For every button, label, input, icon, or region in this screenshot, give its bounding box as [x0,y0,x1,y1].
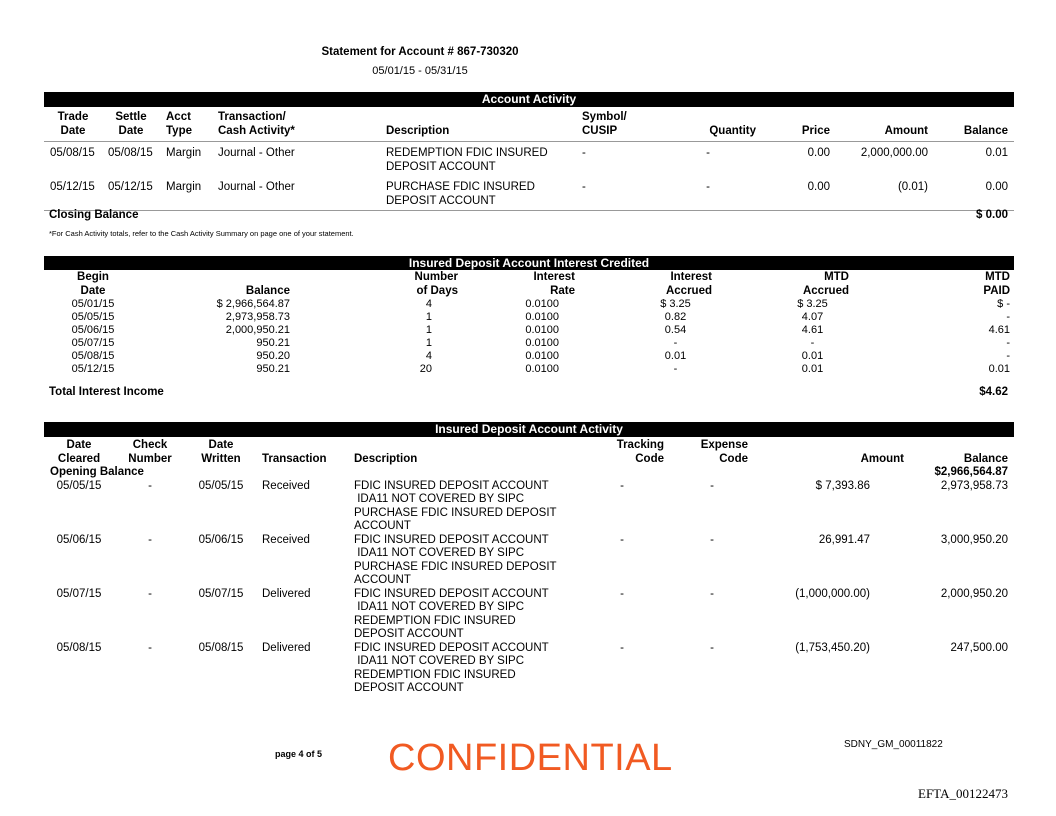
table-cell: Delivered [262,587,311,600]
table-cell: Margin [166,147,202,159]
column-header-line-1: MTD [824,271,849,283]
table-row [44,142,1014,177]
page-number: page 4 of 5 [275,749,323,759]
table-cell: 05/06/15 [71,324,115,336]
closing-balance-label: Closing Balance [49,209,139,221]
cell-line: REDEMPTION FDIC INSURED [354,668,516,681]
column-header-line-1: Number [414,271,458,283]
cell-line: DEPOSIT ACCOUNT [386,161,496,173]
cell-line: ACCOUNT [354,574,411,586]
column-header [836,108,934,142]
cell-line: PURCHASE FDIC INSURED DEPOSIT [354,560,557,573]
table-cell: 0.54 [664,324,687,336]
cash-activity-footnote: *For Cash Activity totals, refer to the Cash Activity Summary on page one of your statement. [49,229,354,238]
bates-number: SDNY_GM_00011822 [844,739,943,750]
column-header-line-1: Date [208,439,234,451]
cell-line: DEPOSIT ACCOUNT [354,682,464,694]
table-cell: 05/12/15 [71,363,115,375]
column-header-line-2: Transaction [262,453,327,465]
account-activity-table [44,108,1014,211]
interest-table [44,271,1014,376]
column-header [462,271,579,298]
table-cell: - [710,641,714,654]
column-header-line-2: Quantity [709,125,756,137]
column-header-line-2: Number [128,453,172,465]
table-cell: (1,753,450.20) [795,641,870,654]
table-cell: - [620,479,624,492]
column-header-line-2: Rate [550,284,575,297]
statement-period: 05/01/15 - 05/31/15 [372,65,468,77]
column-header [160,108,212,142]
table-cell: Received [262,479,310,492]
table-cell: - [710,587,714,600]
cell-line: PURCHASE FDIC INSURED [386,181,535,193]
table-cell: 0.00 [985,181,1008,193]
table-cell: - [620,533,624,546]
table-cell: 4.07 [801,311,824,323]
table-cell: $ 2,966,564.87 [216,298,290,310]
confidential-stamp: CONFIDENTIAL [388,737,673,779]
table-row [44,363,1014,376]
table-cell: Journal - Other [218,147,295,159]
table-cell: - [148,587,152,600]
table-cell: - [706,181,710,193]
table-cell: $ - [997,298,1010,310]
table-cell: 05/07/15 [56,587,102,600]
table-cell: 0.0100 [525,363,559,375]
table-cell: 05/07/15 [71,337,115,349]
column-header-line-2: Amount [860,453,904,465]
column-header-line-2: Accrued [802,284,849,297]
deposit-activity-heading: Insured Deposit Account Activity [44,422,1014,437]
interest-heading: Insured Deposit Account Interest Credited [44,256,1014,270]
table-cell: 05/01/15 [71,298,115,310]
table-row [44,176,1014,211]
table-cell: - [710,479,714,492]
table-cell: 1 [425,311,432,323]
table-cell: 0.01 [988,363,1010,375]
column-header-line-2: Date [60,125,86,137]
table-cell: - [582,181,586,193]
table-row [44,534,1014,588]
column-header [579,271,716,298]
table-cell: $ 3.25 [797,298,828,310]
table-cell: (0.01) [897,181,928,193]
table-row [44,324,1014,337]
statement-title: Statement for Account # 867-730320 [321,46,519,58]
column-header [44,271,142,298]
table-cell: - [148,641,152,654]
cell-line: ACCOUNT [354,520,411,532]
table-cell [348,480,574,534]
column-header-line-1: Check [132,439,168,451]
column-header-line-2: Balance [963,125,1008,137]
interest-body [44,298,1014,376]
column-header [762,108,836,142]
table-cell: $ 3.25 [660,298,691,310]
column-header [754,438,910,466]
table-cell: 0.01 [801,350,824,362]
table-cell: 05/06/15 [56,533,102,546]
column-header-line-1: Interest [533,271,575,283]
table-cell: 05/05/15 [198,479,244,492]
table-cell: - [706,147,710,159]
column-header-line-2: Code [719,453,748,465]
table-cell: 1 [425,337,432,349]
table-cell: Received [262,533,310,546]
opening-balance-label: Opening Balance [50,466,144,478]
column-header-line-1: Begin [77,271,109,283]
table-cell: - [1006,337,1010,349]
closing-balance-value: $ 0.00 [976,209,1008,221]
cell-line: FDIC INSURED DEPOSIT ACCOUNT [354,533,549,546]
column-header-line-2: Date [118,125,144,137]
table-cell: - [148,479,152,492]
table-cell [348,534,574,588]
table-cell: 0.0100 [525,337,559,349]
table-cell: 05/05/15 [71,311,115,323]
table-cell: Margin [166,181,202,193]
table-row [44,298,1014,311]
table-cell: - [673,363,678,375]
table-cell: 05/08/15 [71,350,115,362]
table-cell: - [148,533,152,546]
column-header-line-2: Balance [963,453,1008,465]
column-header-line-2: Description [354,453,418,465]
column-header [910,438,1014,466]
table-cell: 0.0100 [525,298,559,310]
cell-line: IDA11 NOT COVERED BY SIPC [354,655,524,667]
column-header [934,108,1014,142]
table-cell: - [620,587,624,600]
deposit-header-row [44,438,1014,466]
column-header-line-2: of Days [416,284,458,297]
table-cell: 2,000,950.20 [940,587,1008,600]
table-cell: Journal - Other [218,181,295,193]
table-cell: 950.20 [256,350,290,362]
account-activity-header-row [44,108,1014,142]
column-header-line-1: Acct [166,111,191,123]
table-cell: - [673,337,678,349]
table-cell: 0.82 [664,311,687,323]
total-interest-value: $4.62 [979,386,1008,398]
column-header [380,108,576,142]
column-header-line-1: Expense [700,439,748,451]
table-cell: 4 [425,298,432,310]
table-cell: 05/07/15 [198,587,244,600]
table-cell: 0.00 [807,147,830,159]
table-cell: 4.61 [988,324,1010,336]
column-header-line-1: MTD [985,271,1010,283]
column-header-line-1: Trade [57,111,89,123]
account-activity-heading: Account Activity [44,92,1014,107]
column-header [186,438,256,466]
table-cell: - [810,337,815,349]
cell-line: REDEMPTION FDIC INSURED [386,147,548,159]
table-cell [348,642,574,696]
table-cell: 05/12/15 [50,181,95,193]
interest-header-row [44,271,1014,298]
table-cell: 0.0100 [525,324,559,336]
column-header-line-2: CUSIP [582,125,618,137]
cell-line: FDIC INSURED DEPOSIT ACCOUNT [354,641,549,654]
cell-line: FDIC INSURED DEPOSIT ACCOUNT [354,479,549,492]
table-cell: 0.00 [807,181,830,193]
table-cell: - [582,147,586,159]
table-cell: 247,500.00 [950,641,1008,654]
cell-line: REDEMPTION FDIC INSURED [354,614,516,627]
table-cell: 0.01 [985,147,1008,159]
table-cell: 1 [425,324,432,336]
table-cell: 05/08/15 [50,147,95,159]
column-header-line-1: Interest [670,271,712,283]
column-header [102,108,160,142]
table-cell: - [1006,311,1010,323]
table-row [44,642,1014,696]
deposit-activity-table [44,438,1014,696]
table-cell: 4 [425,350,432,362]
opening-balance-row [44,466,1014,480]
table-cell: (1,000,000.00) [795,587,870,600]
table-cell: 0.01 [664,350,687,362]
account-activity-body [44,142,1014,211]
table-cell: 4.61 [801,324,824,336]
table-cell: 05/08/15 [108,147,153,159]
column-header-line-2: Cleared [57,453,101,465]
column-header [670,438,754,466]
column-header-line-1: Symbol/ [582,111,627,123]
column-header-line-2: Type [166,125,192,137]
table-cell [380,176,576,211]
cell-line: IDA11 NOT COVERED BY SIPC [354,547,524,559]
table-cell: 2,000,000.00 [860,147,928,159]
table-cell: 3,000,950.20 [940,533,1008,546]
column-header [574,438,670,466]
table-row [44,480,1014,534]
column-header-line-2: Price [801,125,830,137]
cell-line: IDA11 NOT COVERED BY SIPC [354,601,524,613]
deposit-body [44,466,1014,696]
column-header-line-2: PAID [983,284,1010,297]
table-cell: 0.0100 [525,311,559,323]
table-cell: 05/05/15 [56,479,102,492]
table-cell: 05/06/15 [198,533,244,546]
table-cell: - [1006,350,1010,362]
column-header [576,108,654,142]
column-header [716,271,853,298]
column-header-line-2: Date [80,284,106,297]
column-header [853,271,1014,298]
table-cell: 05/08/15 [56,641,102,654]
table-cell: 2,973,958.73 [940,479,1008,492]
column-header-line-2: Written [201,453,241,465]
table-row [44,350,1014,363]
total-interest-label: Total Interest Income [49,386,164,398]
table-cell: 20 [419,363,432,375]
column-header-line-2: Cash Activity* [218,125,295,137]
column-header [44,108,102,142]
table-cell: 26,991.47 [818,533,870,546]
column-header [654,108,762,142]
column-header [114,438,186,466]
table-cell: 2,000,950.21 [225,324,290,336]
column-header [256,438,348,466]
column-header [348,438,574,466]
column-header-line-1: Settle [115,111,147,123]
column-header-line-2: Description [386,125,450,137]
table-cell: - [620,641,624,654]
spacer-cell [186,466,910,480]
column-header-line-2: Code [635,453,664,465]
cell-line: DEPOSIT ACCOUNT [386,195,496,207]
column-header-line-2: Balance [245,284,290,297]
table-cell: 950.21 [256,337,290,349]
table-cell: 950.21 [256,363,290,375]
table-cell [348,588,574,642]
column-header-line-2: Amount [884,125,928,137]
cell-line: PURCHASE FDIC INSURED DEPOSIT [354,506,557,519]
column-header-line-1: Date [66,439,92,451]
column-header-line-1: Tracking [616,439,664,451]
column-header [212,108,380,142]
efta-number: EFTA_00122473 [918,786,1008,801]
column-header-line-2: Accrued [665,284,712,297]
column-header [294,271,462,298]
cell-line: IDA11 NOT COVERED BY SIPC [354,493,524,505]
column-header [44,438,114,466]
table-cell: Delivered [262,641,311,654]
cell-line: DEPOSIT ACCOUNT [354,628,464,640]
opening-balance-value: $2,966,564.87 [934,466,1008,478]
table-cell: - [710,533,714,546]
table-row [44,311,1014,324]
table-cell: 2,973,958.73 [225,311,290,323]
table-cell: 0.01 [801,363,824,375]
table-row [44,337,1014,350]
column-header-line-1: Transaction/ [218,111,286,123]
table-cell: 0.0100 [525,350,559,362]
table-cell: 05/08/15 [198,641,244,654]
column-header [142,271,294,298]
table-cell: 05/12/15 [108,181,153,193]
table-row [44,588,1014,642]
table-cell [380,142,576,177]
cell-line: FDIC INSURED DEPOSIT ACCOUNT [354,587,549,600]
table-cell: $ 7,393.86 [815,479,870,492]
